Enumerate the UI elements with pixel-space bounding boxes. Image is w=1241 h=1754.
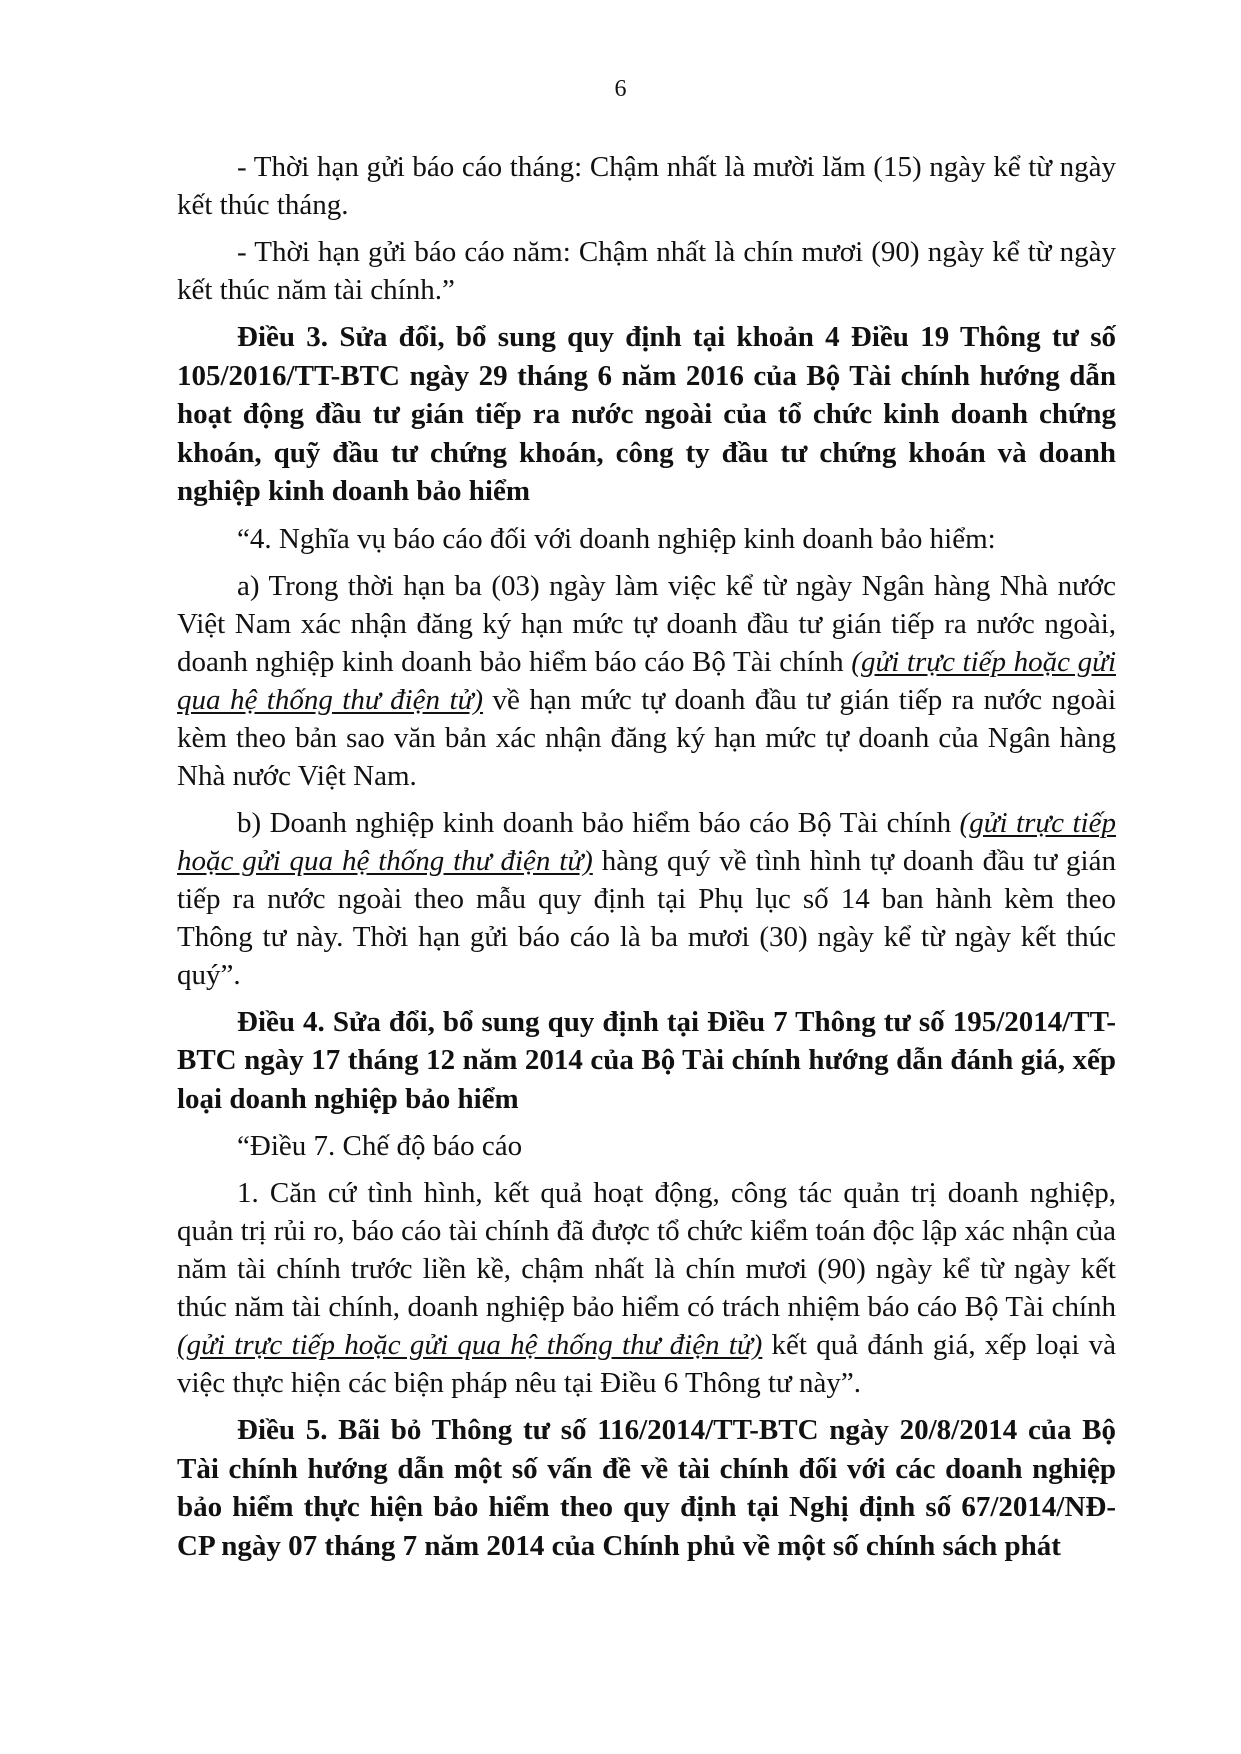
article-3-heading: Điều 3. Sửa đổi, bổ sung quy định tại khoản 4 Điều 19 Thông tư số 105/2016/TT-BTC ngày 29 tháng 6 năm 2016 của Bộ Tài chính hướng dẫn hoạt động đầu tư gián tiếp ra nước ngoài của tổ chức kinh doanh chứng khoán, quỹ đầu tư chứng khoán, công ty đầu tư chứng khoán và doanh nghiệp kinh doanh bảo hiểm <box>177 321 1116 507</box>
paragraph-clause-4: “4. Nghĩa vụ báo cáo đối với doanh nghiệp kinh doanh bảo hiểm: <box>237 522 996 555</box>
paragraph-annual-deadline: - Thời hạn gửi báo cáo năm: Chậm nhất là chín mươi (90) ngày kể từ ngày kết thúc năm tài chính.” <box>177 236 1116 306</box>
paragraph-article-7-title: “Điều 7. Chế độ báo cáo <box>237 1130 523 1162</box>
point-a-italic-note: (gửi trực tiếp hoặc gửi qua hệ thống thư điện tử) <box>177 645 1117 716</box>
point-a-text: a) Trong thời hạn ba (03) ngày làm việc kể từ ngày Ngân hàng Nhà nước Việt Nam xác nhận đăng ký hạn mức tự doanh đầu tư gián tiếp ra nước ngoài, doanh nghiệp kinh doanh bảo hiểm báo cáo Bộ Tài chính <box>177 569 1116 678</box>
clause-1-text: 1. Căn cứ tình hình, kết quả hoạt động, công tác quản trị doanh nghiệp, quản trị rủi ro, báo cáo tài chính đã được tổ chức kiểm toán độc lập xác nhận của năm tài chính trước liền kề, chậm nhất là chín mươi (90) ngày kể từ ngày kết thúc năm tài chính, doanh nghiệp bảo hiểm có trách nhiệm báo cáo Bộ Tài chính <box>177 1177 1116 1323</box>
clause-1-italic-note: (gửi trực tiếp hoặc gửi qua hệ thống thư điện tử) <box>177 1329 763 1361</box>
paragraph-point-b <box>177 804 1116 994</box>
clause-1-text-end: kết quả đánh giá, xếp loại và việc thực hiện các biện pháp nêu tại Điều 6 Thông tư này”. <box>177 1329 1116 1399</box>
paragraph-point-a <box>177 567 1116 795</box>
point-b-text: b) Doanh nghiệp kinh doanh bảo hiểm báo cáo Bộ Tài chính <box>237 806 960 839</box>
document-body <box>177 148 1116 1574</box>
paragraph-article-7-clause-1 <box>177 1174 1116 1402</box>
article-4-heading: Điều 4. Sửa đổi, bổ sung quy định tại Điều 7 Thông tư số 195/2014/TT-BTC ngày 17 tháng 12 năm 2014 của Bộ Tài chính hướng dẫn đánh giá, xếp loại doanh nghiệp bảo hiểm <box>177 1005 1116 1115</box>
article-5-heading: Điều 5. Bãi bỏ Thông tư số 116/2014/TT-BTC ngày 20/8/2014 của Bộ Tài chính hướng dẫn một số vấn đề về tài chính đối với các doanh nghiệp bảo hiểm thực hiện bảo hiểm theo quy định tại Nghị định số 67/2014/NĐ-CP ngày 07 tháng 7 năm 2014 của Chính phủ về một số chính sách phát <box>177 1414 1116 1562</box>
page-number: 6 <box>614 76 627 102</box>
paragraph-monthly-deadline: - Thời hạn gửi báo cáo tháng: Chậm nhất là mười lăm (15) ngày kể từ ngày kết thúc tháng. <box>177 151 1116 221</box>
point-b-text-end: hàng quý về tình hình tự doanh đầu tư gián tiếp ra nước ngoài theo mẫu quy định tại Phụ lục số 14 ban hành kèm theo Thông tư này. Thời hạn gửi báo cáo là ba mươi (30) ngày kể từ ngày kết thúc quý”. <box>177 844 1116 991</box>
point-a-text-end: về hạn mức tự doanh đầu tư gián tiếp ra nước ngoài kèm theo bản sao văn bản xác nhận đăng ký hạn mức tự doanh của Ngân hàng Nhà nước Việt Nam. <box>177 683 1116 792</box>
point-b-italic-note: (gửi trực tiếp hoặc gửi qua hệ thống thư điện tử) <box>177 806 1116 877</box>
